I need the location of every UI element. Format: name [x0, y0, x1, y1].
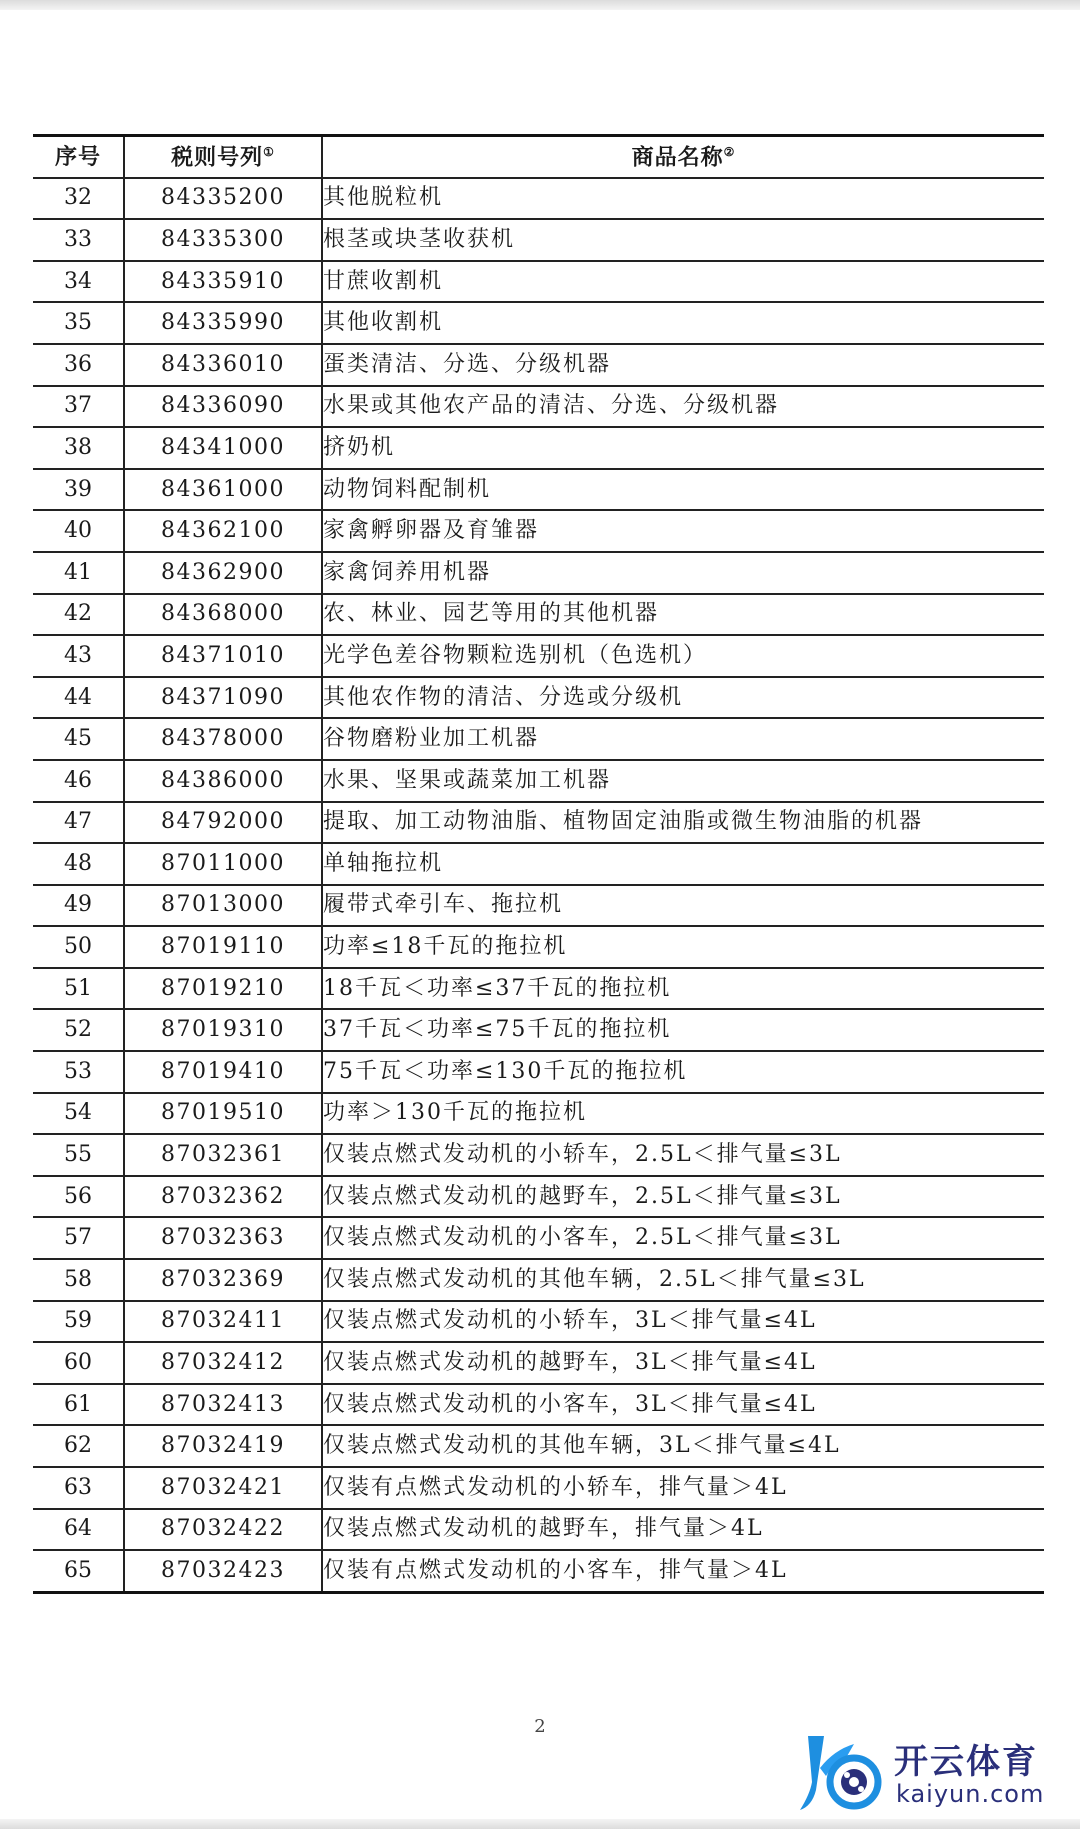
cell-name: 其他收割机	[322, 302, 1044, 344]
cell-name: 18千瓦＜功率≤37千瓦的拖拉机	[322, 968, 1044, 1010]
table-row	[33, 802, 1044, 844]
watermark-subtitle: kaiyun.com	[896, 1780, 1045, 1808]
cell-name: 仅装点燃式发动机的小客车，2.5L＜排气量≤3L	[322, 1217, 1044, 1259]
cell-seq: 48	[33, 843, 124, 885]
cell-seq: 46	[33, 760, 124, 802]
cell-code: 84341000	[124, 427, 322, 469]
footnote-marker-2: ②	[723, 144, 736, 159]
cell-name: 动物饲料配制机	[322, 469, 1044, 511]
cell-name: 其他农作物的清洁、分选或分级机	[322, 677, 1044, 719]
cell-name: 37千瓦＜功率≤75千瓦的拖拉机	[322, 1009, 1044, 1051]
table-row	[33, 1134, 1044, 1176]
cell-name: 仅装点燃式发动机的小轿车，2.5L＜排气量≤3L	[322, 1134, 1044, 1176]
cell-code: 84792000	[124, 802, 322, 844]
cell-code: 87032362	[124, 1176, 322, 1218]
table-row	[33, 178, 1044, 220]
table-row	[33, 1093, 1044, 1135]
cell-name: 光学色差谷物颗粒选别机（色选机）	[322, 635, 1044, 677]
cell-seq: 53	[33, 1051, 124, 1093]
cell-code: 87032419	[124, 1425, 322, 1467]
header-name: 商品名称②	[322, 136, 1044, 178]
cell-code: 84335990	[124, 302, 322, 344]
top-edge	[0, 0, 1080, 10]
cell-seq: 47	[33, 802, 124, 844]
cell-seq: 51	[33, 968, 124, 1010]
cell-code: 87019110	[124, 926, 322, 968]
cell-name: 甘蔗收割机	[322, 261, 1044, 303]
cell-name: 挤奶机	[322, 427, 1044, 469]
table-body	[33, 178, 1044, 1593]
cell-name: 功率≤18千瓦的拖拉机	[322, 926, 1044, 968]
cell-seq: 55	[33, 1134, 124, 1176]
kaiyun-logo-icon	[790, 1728, 890, 1818]
cell-name: 履带式牵引车、拖拉机	[322, 885, 1044, 927]
cell-name: 仅装有点燃式发动机的小轿车，排气量＞4L	[322, 1467, 1044, 1509]
cell-code: 87032363	[124, 1217, 322, 1259]
table-row	[33, 926, 1044, 968]
table-row	[33, 885, 1044, 927]
table-row	[33, 1425, 1044, 1467]
watermark-title: 开云体育	[894, 1742, 1038, 1782]
cell-seq: 45	[33, 718, 124, 760]
table-row	[33, 594, 1044, 636]
cell-code: 87032423	[124, 1550, 322, 1592]
cell-name: 单轴拖拉机	[322, 843, 1044, 885]
cell-seq: 57	[33, 1217, 124, 1259]
cell-code: 84361000	[124, 469, 322, 511]
table-row	[33, 552, 1044, 594]
cell-name: 75千瓦＜功率≤130千瓦的拖拉机	[322, 1051, 1044, 1093]
cell-code: 84336010	[124, 344, 322, 386]
cell-name: 仅装点燃式发动机的小客车，3L＜排气量≤4L	[322, 1384, 1044, 1426]
cell-code: 87032413	[124, 1384, 322, 1426]
cell-name: 蛋类清洁、分选、分级机器	[322, 344, 1044, 386]
table-row	[33, 219, 1044, 261]
cell-seq: 43	[33, 635, 124, 677]
table-row	[33, 1384, 1044, 1426]
cell-seq: 59	[33, 1301, 124, 1343]
table-row	[33, 1259, 1044, 1301]
cell-code: 84335200	[124, 178, 322, 220]
cell-seq: 33	[33, 219, 124, 261]
cell-code: 87032411	[124, 1301, 322, 1343]
table-row	[33, 1301, 1044, 1343]
cell-code: 84335910	[124, 261, 322, 303]
cell-seq: 64	[33, 1509, 124, 1551]
cell-seq: 41	[33, 552, 124, 594]
cell-code: 84335300	[124, 219, 322, 261]
cell-seq: 60	[33, 1342, 124, 1384]
cell-code: 87032421	[124, 1467, 322, 1509]
page-number: 2	[534, 1716, 546, 1737]
cell-code: 87019310	[124, 1009, 322, 1051]
bottom-edge	[0, 1819, 1080, 1829]
cell-code: 84362100	[124, 510, 322, 552]
table-row	[33, 677, 1044, 719]
cell-code: 87019210	[124, 968, 322, 1010]
cell-name: 家禽孵卵器及育雏器	[322, 510, 1044, 552]
table-row	[33, 843, 1044, 885]
cell-name: 家禽饲养用机器	[322, 552, 1044, 594]
cell-name: 仅装点燃式发动机的越野车，排气量＞4L	[322, 1509, 1044, 1551]
cell-code: 87032369	[124, 1259, 322, 1301]
cell-seq: 56	[33, 1176, 124, 1218]
cell-name: 仅装点燃式发动机的其他车辆，2.5L＜排气量≤3L	[322, 1259, 1044, 1301]
tariff-table	[33, 134, 1044, 1594]
cell-code: 84371090	[124, 677, 322, 719]
cell-name: 仅装点燃式发动机的其他车辆，3L＜排气量≤4L	[322, 1425, 1044, 1467]
cell-seq: 65	[33, 1550, 124, 1592]
cell-code: 84386000	[124, 760, 322, 802]
table-row	[33, 469, 1044, 511]
table-row	[33, 261, 1044, 303]
table-row	[33, 1009, 1044, 1051]
footnote-marker-1: ①	[263, 144, 275, 159]
table-row	[33, 1051, 1044, 1093]
cell-name: 仅装点燃式发动机的越野车，3L＜排气量≤4L	[322, 1342, 1044, 1384]
cell-seq: 32	[33, 178, 124, 220]
table-row	[33, 718, 1044, 760]
cell-name: 其他脱粒机	[322, 178, 1044, 220]
table-row	[33, 386, 1044, 428]
cell-seq: 50	[33, 926, 124, 968]
cell-seq: 62	[33, 1425, 124, 1467]
table-row	[33, 968, 1044, 1010]
header-code: 税则号列①	[124, 136, 322, 178]
cell-code: 87032412	[124, 1342, 322, 1384]
cell-seq: 63	[33, 1467, 124, 1509]
table-row	[33, 302, 1044, 344]
cell-seq: 54	[33, 1093, 124, 1135]
cell-seq: 58	[33, 1259, 124, 1301]
cell-seq: 49	[33, 885, 124, 927]
table-row	[33, 1509, 1044, 1551]
table-row	[33, 1467, 1044, 1509]
cell-code: 87013000	[124, 885, 322, 927]
table-row	[33, 1217, 1044, 1259]
cell-code: 87011000	[124, 843, 322, 885]
table-row	[33, 1342, 1044, 1384]
table-row	[33, 1550, 1044, 1592]
cell-seq: 52	[33, 1009, 124, 1051]
table-row	[33, 760, 1044, 802]
cell-name: 谷物磨粉业加工机器	[322, 718, 1044, 760]
cell-seq: 38	[33, 427, 124, 469]
cell-seq: 39	[33, 469, 124, 511]
cell-code: 87032361	[124, 1134, 322, 1176]
cell-name: 农、林业、园艺等用的其他机器	[322, 594, 1044, 636]
cell-seq: 44	[33, 677, 124, 719]
cell-code: 84368000	[124, 594, 322, 636]
cell-code: 84378000	[124, 718, 322, 760]
table-row	[33, 427, 1044, 469]
cell-name: 仅装有点燃式发动机的小客车，排气量＞4L	[322, 1550, 1044, 1592]
cell-seq: 37	[33, 386, 124, 428]
table-header-row	[33, 136, 1044, 178]
cell-seq: 36	[33, 344, 124, 386]
cell-code: 84371010	[124, 635, 322, 677]
cell-name: 根茎或块茎收获机	[322, 219, 1044, 261]
table-row	[33, 344, 1044, 386]
cell-name: 水果、坚果或蔬菜加工机器	[322, 760, 1044, 802]
cell-code: 87019510	[124, 1093, 322, 1135]
cell-seq: 61	[33, 1384, 124, 1426]
cell-seq: 42	[33, 594, 124, 636]
cell-name: 仅装点燃式发动机的越野车，2.5L＜排气量≤3L	[322, 1176, 1044, 1218]
header-seq: 序号	[33, 136, 124, 178]
cell-code: 87019410	[124, 1051, 322, 1093]
cell-code: 87032422	[124, 1509, 322, 1551]
table-row	[33, 1176, 1044, 1218]
cell-name: 功率＞130千瓦的拖拉机	[322, 1093, 1044, 1135]
table-row	[33, 510, 1044, 552]
cell-seq: 35	[33, 302, 124, 344]
cell-name: 仅装点燃式发动机的小轿车，3L＜排气量≤4L	[322, 1301, 1044, 1343]
table-row	[33, 635, 1044, 677]
cell-code: 84362900	[124, 552, 322, 594]
cell-seq: 34	[33, 261, 124, 303]
cell-code: 84336090	[124, 386, 322, 428]
watermark	[790, 1728, 1070, 1818]
cell-name: 提取、加工动物油脂、植物固定油脂或微生物油脂的机器	[322, 802, 1044, 844]
cell-seq: 40	[33, 510, 124, 552]
cell-name: 水果或其他农产品的清洁、分选、分级机器	[322, 386, 1044, 428]
